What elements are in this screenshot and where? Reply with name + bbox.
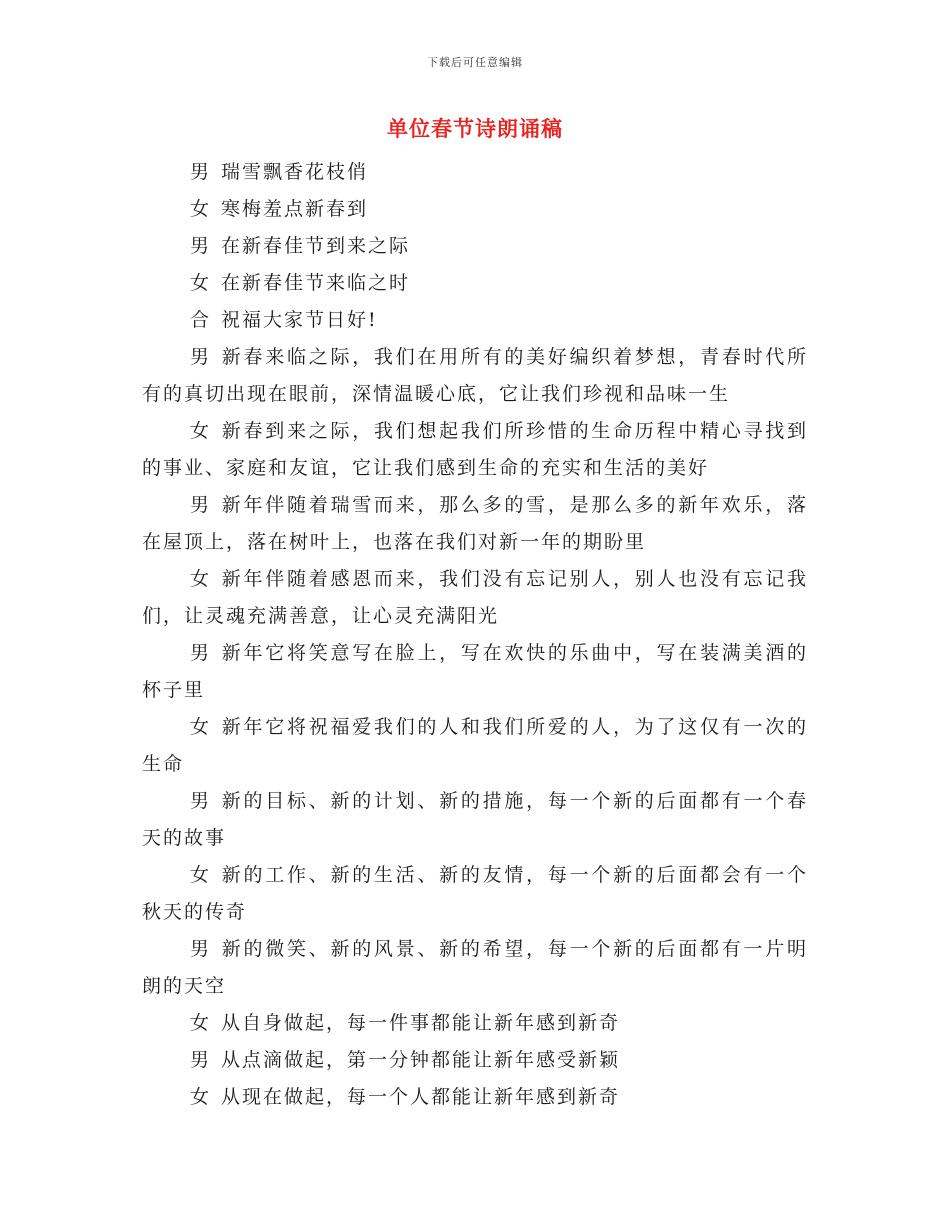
poem-line <box>142 561 808 635</box>
speaker-label: 男 <box>190 235 212 257</box>
line-text: 新年它将祝福爱我们的人和我们所爱的人，为了这仅有一次的生命 <box>142 716 808 775</box>
poem-line <box>142 339 808 413</box>
poem-line <box>142 228 808 265</box>
speaker-label: 女 <box>190 716 212 738</box>
line-text: 新年它将笑意写在脸上，写在欢快的乐曲中，写在装满美酒的杯子里 <box>142 642 808 701</box>
speaker-label: 女 <box>190 420 212 442</box>
line-text: 新的工作、新的生活、新的友情，每一个新的后面都会有一个秋天的传奇 <box>142 864 808 923</box>
line-text: 从点滴做起，第一分钟都能让新年感受新颖 <box>221 1049 621 1071</box>
speaker-label: 女 <box>190 272 212 294</box>
line-text: 寒梅羞点新春到 <box>221 198 369 220</box>
line-text: 新的微笑、新的风景、新的希望，每一个新的后面都有一片明朗的天空 <box>142 938 808 997</box>
poem-line <box>142 265 808 302</box>
speaker-label: 男 <box>190 161 212 183</box>
poem-line <box>142 1005 808 1042</box>
line-text: 在新春佳节来临之时 <box>221 272 411 294</box>
speaker-label: 女 <box>190 1086 212 1108</box>
speaker-label: 女 <box>190 864 212 886</box>
poem-body <box>142 154 808 1116</box>
poem-line <box>142 783 808 857</box>
speaker-label: 男 <box>190 938 212 960</box>
poem-line <box>142 302 808 339</box>
poem-line <box>142 709 808 783</box>
line-text: 在新春佳节到来之际 <box>221 235 411 257</box>
speaker-label: 男 <box>190 790 212 812</box>
line-text: 祝福大家节日好! <box>221 309 378 331</box>
line-text: 从现在做起，每一个人都能让新年感到新奇 <box>221 1086 621 1108</box>
speaker-label: 男 <box>190 346 212 368</box>
line-text: 新的目标、新的计划、新的措施，每一个新的后面都有一个春天的故事 <box>142 790 808 849</box>
header-note: 下载后可任意编辑 <box>427 56 523 69</box>
line-text: 新年伴随着瑞雪而来，那么多的雪，是那么多的新年欢乐，落在屋顶上，落在树叶上，也落在我们对新一年的期盼里 <box>142 494 808 553</box>
speaker-label: 女 <box>190 198 212 220</box>
line-text: 瑞雪飘香花枝俏 <box>221 161 369 183</box>
poem-line <box>142 635 808 709</box>
speaker-label: 男 <box>190 1049 212 1071</box>
poem-line <box>142 1042 808 1079</box>
document-title: 单位春节诗朗诵稿 <box>387 116 563 141</box>
poem-line <box>142 191 808 228</box>
poem-line <box>142 1079 808 1116</box>
line-text: 新春来临之际，我们在用所有的美好编织着梦想，青春时代所有的真切出现在眼前，深情温暖心底，它让我们珍视和品味一生 <box>142 346 808 405</box>
poem-line <box>142 931 808 1005</box>
speaker-label: 女 <box>190 1012 212 1034</box>
line-text: 新年伴随着感恩而来，我们没有忘记别人，别人也没有忘记我们，让灵魂充满善意，让心灵充满阳光 <box>142 568 808 627</box>
poem-line <box>142 154 808 191</box>
line-text: 从自身做起，每一件事都能让新年感到新奇 <box>221 1012 621 1034</box>
speaker-label: 男 <box>190 642 212 664</box>
speaker-label: 合 <box>190 309 212 331</box>
line-text: 新春到来之际，我们想起我们所珍惜的生命历程中精心寻找到的事业、家庭和友谊，它让我们感到生命的充实和生活的美好 <box>142 420 808 479</box>
speaker-label: 女 <box>190 568 212 590</box>
poem-line <box>142 487 808 561</box>
poem-line <box>142 413 808 487</box>
poem-line <box>142 857 808 931</box>
speaker-label: 男 <box>190 494 212 516</box>
